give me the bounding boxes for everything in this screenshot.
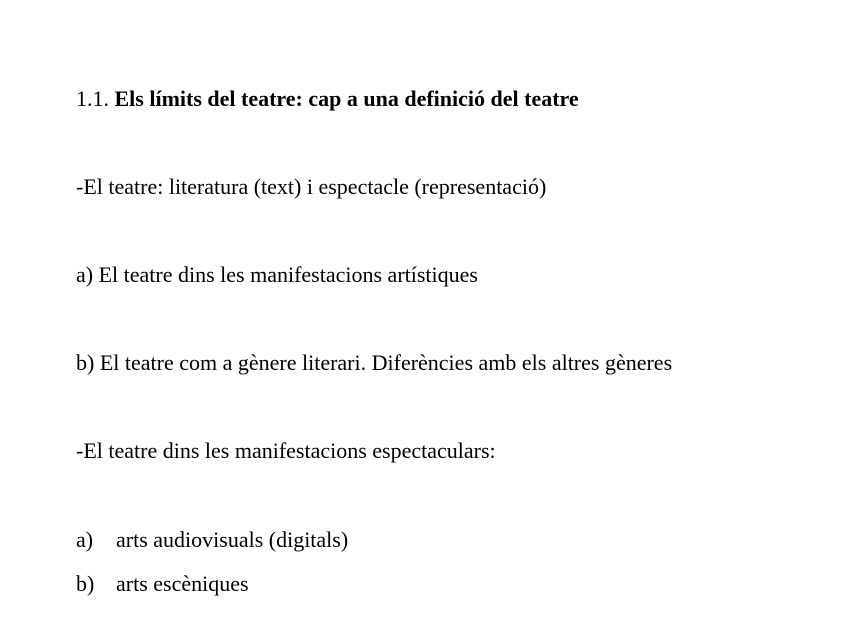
list-marker: b) — [76, 571, 95, 596]
list-item-text: arts audiovisuals (digitals) — [116, 527, 349, 552]
paragraph-artistic-manifestations: a) El teatre dins les manifestacions artístiques — [76, 262, 478, 287]
list-item — [76, 527, 348, 553]
section-number: 1.1. — [76, 86, 109, 111]
section-title: Els límits del teatre: cap a una definició del teatre — [109, 86, 579, 111]
paragraph-literary-genre: b) El teatre com a gènere literari. Diferències amb els altres gèneres — [76, 350, 673, 375]
paragraph-spectacular-manifestations: -El teatre dins les manifestacions espectaculars: — [76, 438, 496, 463]
list-item — [76, 571, 249, 597]
section-heading — [76, 86, 579, 112]
list-item-text: arts escèniques — [116, 571, 249, 596]
list-marker: a) — [76, 527, 94, 552]
paragraph-theatre-literature-spectacle: -El teatre: literatura (text) i espectacle (representació) — [76, 174, 547, 199]
